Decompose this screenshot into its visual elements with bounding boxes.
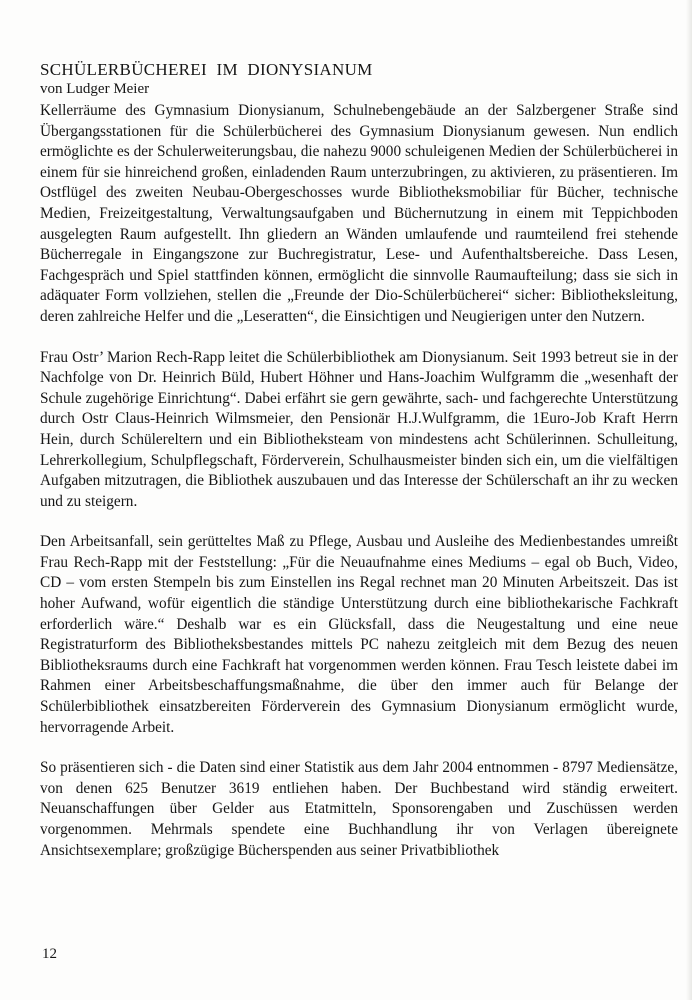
page-edge-shadow [686, 0, 692, 1000]
paragraph-2: Frau Ostr’ Marion Rech-Rapp leitet die Schülerbibliothek am Dionysianum. Seit 1993 betreut sie in der Nachfolge von Dr. Heinrich Büld, Hubert Höhner und Hans-Joachim Wulfgramm die „wesenhaft der Schule zugehörige Einrichtung“. Dabei erfährt sie gern gewährte, sach- und fachgerechte Unterstützung durch Ostr Claus-Heinrich Wilmsmeier, den Pensionär H.J.Wulfgramm, die 1Euro-Job Kraft Herrn Hein, durch Schülereltern und ein Bibliotheksteam von mindestens acht Schülerinnen. Schulleitung, Lehrerkollegium, Schulpflegschaft, Förderverein, Schulhausmeister binden sich ein, um die vielfältigen Aufgaben mitzutragen, die Bibliothek auszubauen und das Interesse der Schülerschaft an ihr zu wecken und zu steigern. [40, 348, 678, 510]
paragraph-3: Den Arbeitsanfall, sein gerütteltes Maß zu Pflege, Ausbau und Ausleihe des Medienbestandes umreißt Frau Rech-Rapp mit der Feststellung: „Für die Neuaufnahme eines Mediums – egal ob Buch, Video, CD – vom ersten Stempeln bis zum Einstellen ins Regal rechnet man 20 Minuten Arbeitszeit. Das ist hoher Aufwand, wofür eigentlich die ständige Unterstützung durch eine bibliothekarische Fachkraft erforderlich wäre.“ Deshalb war es ein Glücksfall, dass die Neugestaltung und eine neue Registraturform des Bibliotheksbestandes mittels PC nahezu zeitgleich mit dem Bezug des neuen Bibliotheksraums durch eine Fachkraft hat vorgenommen werden können. Frau Tesch leistete dabei im Rahmen einer Arbeitsbeschaffungsmaßnahme, die über den immer auch für Belange der Schülerbibliothek einsatzbereiten Förderverein des Gymnasium Dionysianum ermöglicht wurde, hervorragende Arbeit. [40, 533, 678, 736]
paragraph-4: So präsentieren sich - die Daten sind einer Statistik aus dem Jahr 2004 entnommen - 8797 Mediensätze, von denen 625 Benutzer 3619 entliehen haben. Der Buchbestand wird ständig erweitert. Neuanschaffungen über Gelder aus Etatmitteln, Sponsorengaben und Zuschüssen werden vorgenommen. Mehrmals spendete eine Buchhandlung ihr von Verlagen übereignete Ansichtsexemplare; großzügige Bücherspenden aus seiner Privatbibliothek [40, 759, 678, 859]
page-number: 12 [42, 946, 57, 962]
paragraph-1: Kellerräume des Gymnasium Dionysianum, Schulnebengebäude an der Salzbergener Straße sind Übergangsstationen für die Schülerbücherei des Gymnasium Dionysianum gewesen. Nun endlich ermöglichte es der Schulerweiterungsbau, die nahezu 9000 schuleigenen Medien der Schülerbücherei in einem für sie hinreichend großen, einladenden Raum unterzubringen, zu aktivieren, zu präsentieren. Im Ostflügel des zweiten Neubau-Obergeschosses wurde Bibliotheksmobiliar für Bücher, technische Medien, Freizeitgestaltung, Verwaltungsaufgaben und Büchernutzung in einem mit Teppichboden ausgelegten Raum aufgestellt. Ihn gliedern an Wänden umlaufende und raumteilend frei stehende Bücherregale in Eingangszone zur Buchregistratur, Lese- und Aufenthaltsbereiche. Dass Lesen, Fachgespräch und Spiel stattfinden können, ermöglicht die sinnvolle Raumaufteilung; dass sie sich in adäquater Form vollziehen, stellen die „Freunde der Dio-Schülerbücherei“ sicher: Bibliotheksleitung, deren zahlreiche Helfer und die „Leseratten“, die Einsichtigen und Neugierigen unter den Nutzern. [40, 102, 678, 325]
article-body [40, 60, 678, 881]
article-title: SCHÜLERBÜCHEREI IM DIONYSIANUM [40, 60, 373, 79]
article-author: von Ludger Meier [40, 81, 150, 97]
